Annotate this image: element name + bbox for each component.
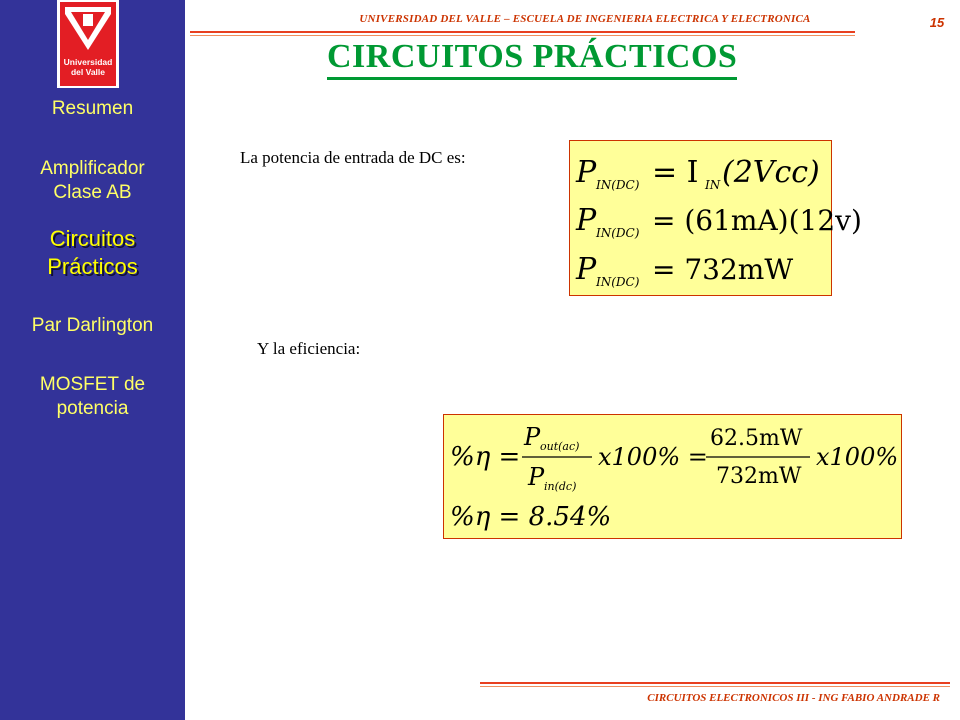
sidebar — [0, 0, 185, 720]
footer-divider — [480, 682, 950, 687]
formula2-num1-sub: out(ac) — [540, 440, 580, 453]
formula2-num2: 62.5mW — [710, 426, 803, 451]
sidebar-item-label: Par Darlington — [31, 315, 154, 336]
formula1-l3-rhs: = 732mW — [652, 253, 794, 286]
formula1-l3-lhs-sub: IN(DC) — [596, 275, 640, 289]
sidebar-item-mosfet-de-potencia[interactable] — [0, 373, 185, 421]
sidebar-item-amplificador-clase-ab[interactable] — [0, 157, 185, 205]
sidebar-item-label-line2: Prácticos — [47, 254, 138, 279]
sidebar-item-label: Resumen — [51, 98, 134, 119]
formula2-l1-lhs: %η = — [450, 442, 521, 472]
formula1-l1-rhs-tail: (2Vcc) — [722, 155, 820, 190]
formula1-l1-rhs: = I — [652, 155, 699, 190]
logo-text-line1: Universidad — [63, 57, 113, 67]
formula2-den1: P — [528, 463, 545, 491]
sidebar-item-label: Amplificador — [40, 158, 145, 179]
formula1-l2-rhs: = (61mA)(12v) — [652, 204, 862, 237]
formula1-l2-lhs-sub: IN(DC) — [596, 226, 640, 240]
formula1-l3-lhs: P — [576, 252, 597, 287]
logo-text — [57, 57, 119, 77]
formula2-num1: P — [524, 423, 541, 451]
formula2-den2: 732mW — [716, 464, 802, 489]
formula2-l2: %η = 8.54% — [450, 502, 612, 532]
sidebar-item-circuitos-practicos[interactable] — [0, 225, 185, 281]
formula1-l1-rhs-sub: IN — [705, 178, 721, 192]
institution-header: UNIVERSIDAD DEL VALLE – ESCUELA DE INGENIERIA ELECTRICA Y ELECTRONICA — [359, 13, 811, 25]
sidebar-item-label-line2: potencia — [56, 398, 129, 419]
footer-text: CIRCUITOS ELECTRONICOS III - ING FABIO ANDRADE R — [647, 692, 940, 704]
logo-text-line2: del Valle — [70, 67, 106, 77]
formula2-mid: x100% = — [598, 443, 708, 471]
sidebar-item-label-line2: Clase AB — [53, 182, 132, 203]
sidebar-item-label: Circuitos — [49, 226, 136, 251]
sidebar-item-resumen[interactable] — [0, 97, 185, 121]
page-number: 15 — [929, 15, 945, 30]
formula1-l1-lhs-sub: IN(DC) — [596, 178, 640, 192]
efficiency-label: Y la eficiencia: — [257, 339, 361, 358]
sidebar-item-label: MOSFET de — [39, 374, 146, 395]
formula2-tail: x100% — [816, 443, 899, 471]
formula2-den1-sub: in(dc) — [544, 480, 577, 493]
formula1-l1-lhs: P — [576, 155, 597, 190]
page-title: CIRCUITOS PRÁCTICOS — [327, 38, 737, 80]
header-divider — [190, 31, 855, 36]
dc-input-label: La potencia de entrada de DC es: — [240, 148, 466, 167]
dc-power-formula-box — [569, 140, 862, 296]
formula1-l2-lhs: P — [576, 203, 597, 238]
sidebar-item-par-darlington[interactable] — [0, 314, 185, 338]
university-logo — [57, 0, 119, 88]
efficiency-formula-box — [443, 414, 902, 539]
